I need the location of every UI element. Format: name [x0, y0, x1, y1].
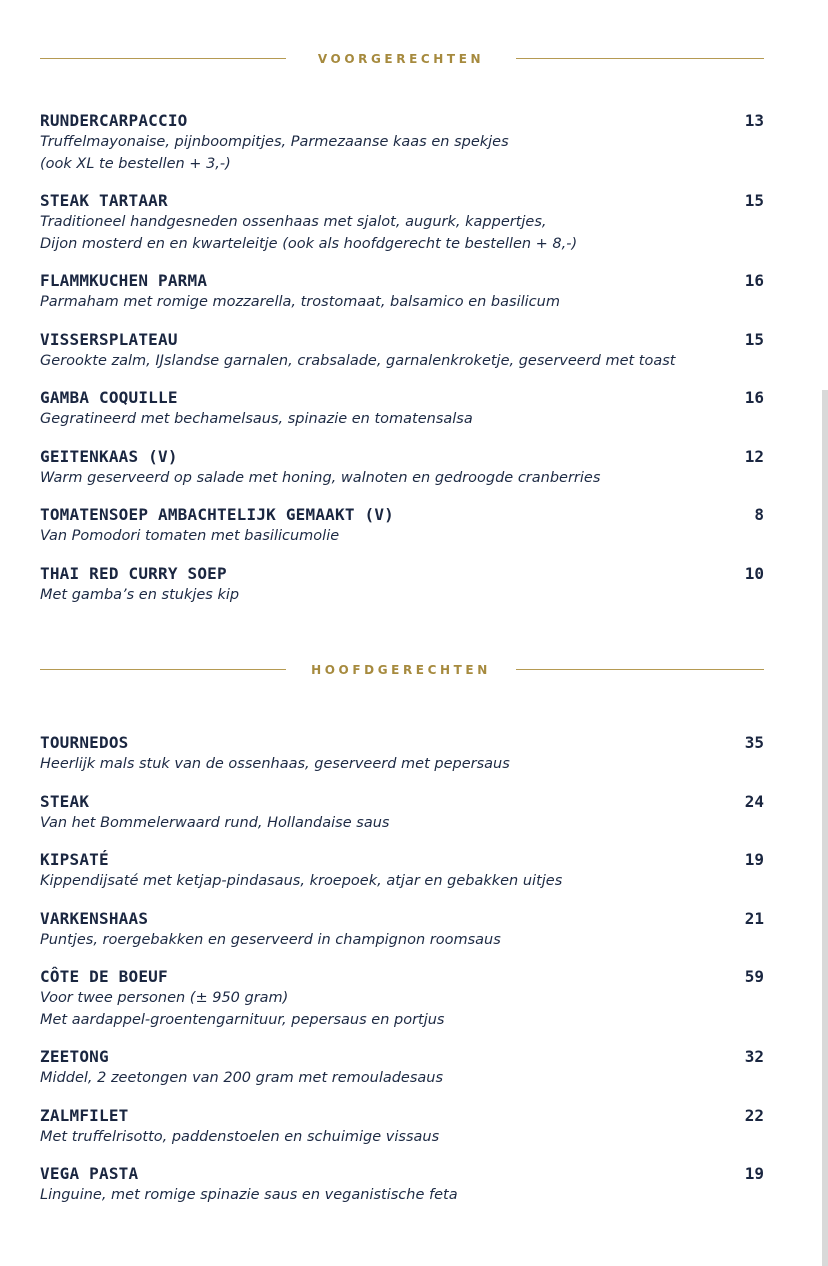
dish-price: 35	[744, 733, 764, 752]
menu-item	[40, 504, 764, 548]
dish-name: STEAK TARTAAR	[40, 191, 168, 210]
menu-item	[40, 1105, 764, 1149]
dish-price: 13	[744, 111, 764, 130]
menu-item	[40, 1046, 764, 1090]
dish-description: Parmaham met romige mozzarella, trostomaat, balsamico en basilicum	[40, 294, 560, 310]
dish-name: TOURNEDOS	[40, 733, 129, 752]
dish-price: 16	[744, 388, 764, 407]
dish-description: Van het Bommelerwaard rund, Hollandaise saus	[40, 814, 390, 831]
dish-description: Truffelmayonaise, pijnboompitjes, Parmezaanse kaas en spekjes	[40, 134, 509, 150]
menu-item	[40, 446, 764, 490]
menu-item	[40, 1163, 764, 1207]
dish-name: ZALMFILET	[40, 1105, 129, 1125]
dish-price: 19	[744, 850, 764, 869]
dish-price: 15	[744, 191, 764, 210]
dish-name: RUNDERCARPACCIO	[40, 111, 188, 130]
dish-name: GAMBA COQUILLE	[40, 388, 178, 407]
section-header-voorgerechten	[40, 49, 764, 69]
dish-name: VARKENSHAAS	[40, 908, 149, 928]
menu-item	[40, 849, 764, 893]
menu-item	[40, 791, 764, 835]
divider-line	[40, 58, 286, 59]
dish-description: (ook XL te bestellen + 3,-)	[40, 155, 231, 172]
section-title: VOORGERECHTEN	[317, 52, 485, 66]
dish-price: 15	[744, 329, 764, 349]
dish-name: STEAK	[40, 791, 90, 811]
menu-item	[40, 966, 764, 1031]
menu-item	[40, 908, 764, 952]
menu-item	[40, 329, 764, 373]
dish-name: KIPSATÉ	[40, 850, 109, 869]
menu-item	[40, 732, 764, 776]
dish-description: Middel, 2 zeetongen van 200 gram met remouladesaus	[40, 1070, 444, 1086]
menu-list-voorgerechten	[40, 110, 764, 606]
dish-price: 32	[744, 1047, 764, 1066]
divider-line	[516, 669, 764, 670]
menu-item	[40, 563, 764, 607]
section-header-hoofdgerechten	[40, 660, 764, 680]
menu-list-hoofdgerechten	[40, 732, 764, 1207]
dish-name: TOMATENSOEP AMBACHTELIJK GEMAAKT (V)	[40, 505, 394, 524]
divider-line	[516, 58, 764, 59]
dish-description: Kippendijsaté met ketjap-pindasaus, kroepoek, atjar en gebakken uitjes	[40, 873, 563, 889]
dish-description: Traditioneel handgesneden ossenhaas met sjalot, augurk, kappertjes,	[40, 214, 547, 230]
dish-description: Gegratineerd met bechamelsaus, spinazie en tomatensalsa	[40, 411, 473, 427]
dish-price: 24	[744, 791, 764, 811]
menu-item	[40, 270, 764, 314]
menu-item	[40, 387, 764, 431]
dish-price: 10	[744, 563, 764, 583]
menu-item	[40, 110, 764, 175]
page-scrollbar[interactable]	[822, 390, 828, 1266]
dish-name: GEITENKAAS (V)	[40, 446, 178, 466]
dish-price: 22	[744, 1105, 764, 1125]
dish-description: Met truffelrisotto, paddenstoelen en schuimige vissaus	[40, 1128, 440, 1145]
dish-price: 21	[744, 908, 764, 928]
dish-description: Met aardappel-groentengarnituur, pepersaus en portjus	[40, 1011, 445, 1028]
menu-item	[40, 190, 764, 255]
dish-name: VEGA PASTA	[40, 1164, 139, 1183]
dish-price: 19	[744, 1164, 764, 1183]
dish-description: Warm geserveerd op salade met honing, walnoten en gedroogde cranberries	[40, 469, 601, 486]
divider-line	[40, 669, 286, 670]
dish-price: 59	[744, 967, 764, 986]
section-title: HOOFDGERECHTEN	[311, 663, 491, 677]
dish-name: FLAMMKUCHEN PARMA	[40, 271, 208, 290]
dish-price: 8	[754, 505, 764, 524]
dish-price: 12	[744, 446, 764, 466]
dish-description: Van Pomodori tomaten met basilicumolie	[40, 528, 340, 544]
dish-price: 16	[744, 271, 764, 290]
dish-name: THAI RED CURRY SOEP	[40, 563, 227, 583]
dish-description: Linguine, met romige spinazie saus en veganistische feta	[40, 1187, 458, 1203]
dish-description: Dijon mosterd en en kwarteleitje (ook als hoofdgerecht te bestellen + 8,-)	[40, 235, 578, 252]
dish-description: Voor twee personen (± 950 gram)	[40, 990, 289, 1006]
dish-name: ZEETONG	[40, 1047, 109, 1066]
dish-name: CÔTE DE BOEUF	[40, 967, 168, 986]
dish-description: Met gamba’s en stukjes kip	[40, 586, 240, 603]
dish-description: Gerookte zalm, IJslandse garnalen, crabsalade, garnalenkroketje, geserveerd met toast	[40, 352, 676, 369]
dish-description: Puntjes, roergebakken en geserveerd in champignon roomsaus	[40, 931, 501, 948]
dish-name: VISSERSPLATEAU	[40, 329, 178, 349]
dish-description: Heerlijk mals stuk van de ossenhaas, geserveerd met pepersaus	[40, 756, 510, 772]
